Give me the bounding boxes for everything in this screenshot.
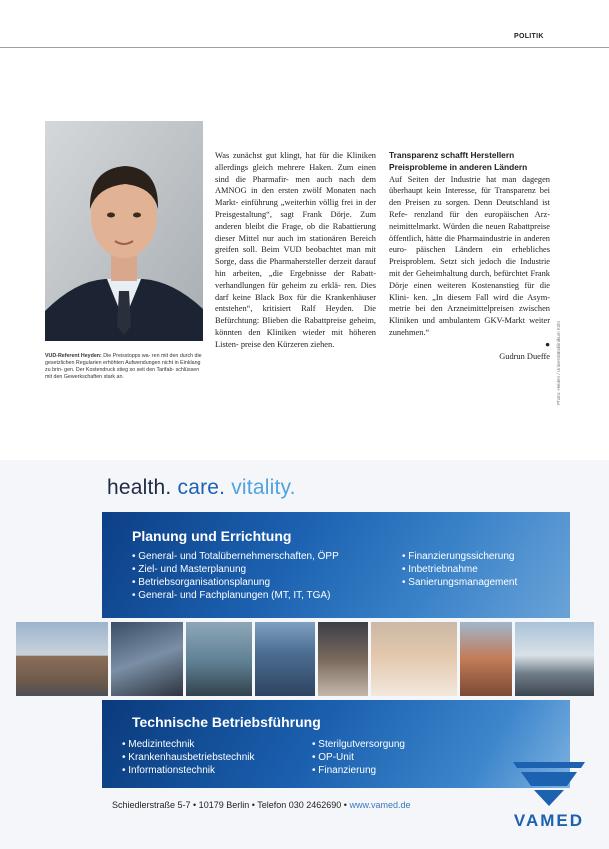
wellness-woman-image: [371, 622, 457, 696]
technical-operations-panel: [102, 700, 570, 788]
article-signature: [389, 339, 550, 363]
vamed-v-mark-icon: [509, 756, 589, 808]
technical-panel-title: Technische Betriebsführung: [132, 714, 321, 730]
header-rule: [0, 47, 609, 48]
doctor-image: [318, 622, 368, 696]
planning-panel: [102, 512, 570, 618]
tagline-word-health: health.: [107, 476, 172, 499]
list-item: • Finanzierung: [312, 764, 405, 777]
technical-right-list: [312, 738, 405, 777]
list-item: • General- und Totalübernehmerschaften, ÖPP: [132, 550, 339, 563]
ad-address: [112, 800, 410, 810]
vamed-wordmark: VAMED: [513, 811, 585, 830]
section-label: POLITIK: [514, 33, 544, 40]
ad-tagline: [107, 476, 296, 500]
modern-clinic-image: [515, 622, 594, 696]
surgeon-image: [255, 622, 315, 696]
list-item: • Sanierungsmanagement: [402, 576, 517, 589]
hospital-building-image: [16, 622, 108, 696]
list-item: • Ziel- und Masterplanung: [132, 563, 339, 576]
ad-photo-strip: [16, 622, 594, 696]
list-item: • Inbetriebnahme: [402, 563, 517, 576]
photo-caption: [45, 353, 203, 381]
portrait-photo: [45, 121, 203, 341]
list-item: • Medizintechnik: [122, 738, 254, 751]
tagline-word-vitality: vitality.: [231, 476, 296, 499]
article-column-2-text: Auf Seiten der Industrie hat man dagegen überhaupt kein Interesse, für Transparenz bei den Preisen zu sorgen. Denn Deutschland ist Refe- renzland für den europäischen Arz- neimittelmarkt. Würden die neuen Rabattpreise öffentlich, hätte die Pharmaindustrie in anderen euro- päischen Ländern ein erhebliches Preisproblem. Setzt sich jedoch die Industrie mit der Geheimhaltung durch, befürchtet Frank Dörje einen weiteren Kostenanstieg für die Klini- ken. „In diesem Fall wird die Asym- metrie bei den Arzneimittelpreisen zwischen Kliniken und ambulantem GKV-Markt weiter zunehmen.“: [389, 174, 550, 337]
technical-left-list: [122, 738, 254, 777]
portrait-illustration: [45, 121, 203, 341]
caption-name: VUD-Referent Heyden:: [45, 353, 102, 359]
article-column-1: Was zunächst gut klingt, hat für die Kliniken allerdings gleich mehrere Haken. Zum einen sind die Pharmafir- men auch nach dem AMNOG in den ersten zwölf Monaten nach Markt- einführung „weiterhin völlig frei in der Preisgestaltung“, sagt Frank Dörje. Zum anderen bleibt die Frage, ob die Rabattierung dieser Mittel nur auch im stationären Bereich greifen soll. Beim VUD beobachtet man mit Sorge, dass die Pharmahersteller derzeit darauf hin arbeiten, „die Ergebnisse der Rabatt- verhandlungen für geheim zu erklä- ren. Dies darf keine Black Box für die Krankenhäuser entstehen“, kritisiert Ralf Heyden. Die Befürchtung: Blieben die Rabattpreise geheim, könnten den Kliniken wieder mit höheren Listen- preise den Kürzeren ziehen.: [215, 151, 376, 349]
list-item: • OP-Unit: [312, 751, 405, 764]
list-item: • Finanzierungssicherung: [402, 550, 517, 563]
list-item: • General- und Fachplanungen (MT, IT, TGA): [132, 589, 339, 602]
list-item: • Krankenhausbetriebstechnik: [122, 751, 254, 764]
tagline-word-care: care.: [177, 476, 226, 499]
website-link[interactable]: www.vamed.de: [349, 800, 411, 810]
planning-panel-title: Planung und Errichtung: [132, 528, 292, 544]
address-text: Schiedlerstraße 5-7 • 10179 Berlin • Telefon 030 2462690 •: [112, 800, 350, 810]
operating-room-image: [186, 622, 252, 696]
article-subheadline: Transparenz schafft Herstellern Preisprobleme in anderen Ländern: [389, 150, 528, 172]
planning-right-list: [402, 550, 517, 589]
author-name: Gudrun Dueffe: [499, 351, 550, 361]
article-column-2: [389, 150, 550, 362]
list-item: • Betriebsorganisationsplanung: [132, 576, 339, 589]
list-item: • Sterilgutversorgung: [312, 738, 405, 751]
vamed-logo: [509, 756, 589, 832]
photo-credit: Photo: Heiden / Universitätsklinikum Köln: [556, 320, 561, 405]
medical-equipment-image: [111, 622, 183, 696]
spa-building-image: [460, 622, 512, 696]
end-mark: ●: [544, 339, 550, 349]
planning-left-list: [132, 550, 339, 602]
list-item: • Informationstechnik: [122, 764, 254, 777]
caption-text: Die Preisstopps wa- ren mit den durch die gesetzlichen Regularien erhöhten Aufwendungen nicht in Einklang zu brin- gen. Der Kostendruck stieg so seit den Tarifab- schlüssen mit den Gewerkschaften stark an.: [45, 353, 202, 380]
